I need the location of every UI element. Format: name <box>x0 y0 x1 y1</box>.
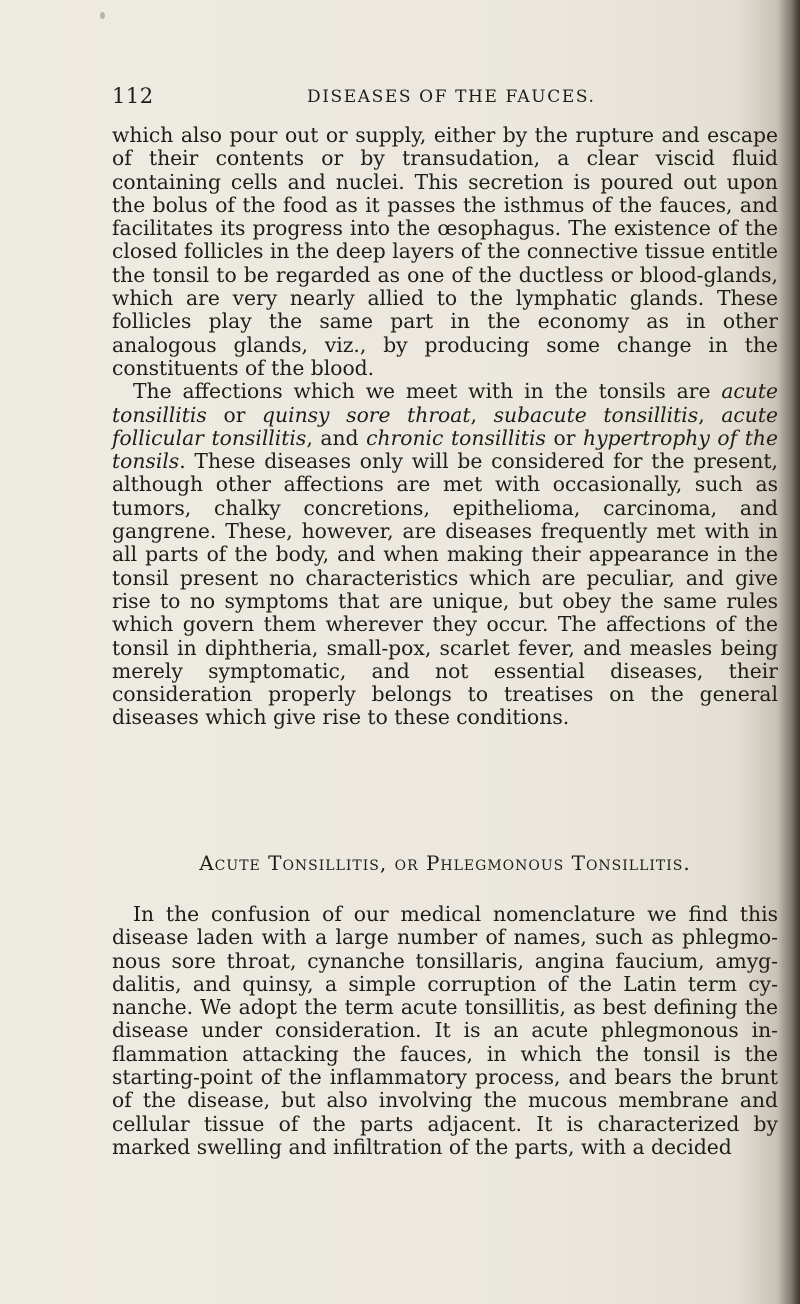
paper-blemish <box>100 12 105 19</box>
page-edge-shadow <box>778 0 800 1304</box>
term-subacute-tonsillitis: subacute tonsillitis <box>493 402 699 427</box>
paragraph-3: In the confusion of our medical nomenclature we find this disease laden with a large number of names, such as phlegmonous sore throat, cynanche tonsillaris, angina faucium, amygdalitis, and quinsy, a simple corruption of the Latin term cynanche. We adopt the term acute tonsillitis, as best defining the disease under consideration. It is an acute phlegmonous inflammation attacking the fauces, in which the tonsil is the starting-point of the inflammatory process, and bears the brunt of the disease, but also involving the mucous membrane and cellular tissue of the parts adjacent. It is characterized by marked swelling and infiltration of the parts, with a decided <box>112 902 778 1159</box>
term-quinsy-sore-throat: quinsy sore throat <box>262 402 471 427</box>
running-title: DISEASES OF THE FAUCES. <box>307 87 596 107</box>
term-acute-tonsillitis: acute tonsillitis <box>112 379 778 427</box>
paragraph-2-text: , <box>698 402 722 427</box>
paragraph-1: which also pour out or supply, either by the rupture and escape of their contents or by transudation, a clear viscid fluid containing cells and nuclei. This secretion is poured out upon the bolus of the food as it passes the isthmus of the fauces, and facilitates its progress into the œsophagus. The existence of the closed follicles in the deep layers of the connective tissue entitle the tonsil to be regarded as one of the ductless or blood-glands, which are very nearly allied to the lymphatic glands. These follicles play the same part in the economy as in other analogous glands, viz., by producing some change in the constituents of the blood. <box>112 123 778 380</box>
paragraph-2 <box>112 380 778 729</box>
paragraph-2-text: The affections which we meet with in the tonsils are <box>133 379 722 404</box>
running-head <box>112 84 778 114</box>
body-text <box>112 124 778 730</box>
term-hypertrophy-of-the-tonsils: hypertrophy of the tonsils <box>112 425 778 474</box>
term-chronic-tonsillitis: chronic tonsillitis <box>366 425 546 450</box>
section-heading: Acute Tonsillitis, or Phlegmonous Tonsillitis. <box>199 851 691 875</box>
term-acute-follicular-tonsillitis: acute follicular tonsillitis <box>112 402 778 450</box>
paragraph-2-text: or <box>206 402 263 427</box>
paragraph-2-text: , <box>470 402 494 427</box>
page-number: 112 <box>112 84 154 108</box>
paragraph-2-text: , and <box>306 425 367 450</box>
paragraph-2-text: or <box>545 425 584 450</box>
section-body-text <box>112 903 778 1159</box>
paragraph-2-text: . These diseases only will be considered for the present, although other affections are met with occasionally, such as tumors, chalky concretions, epithelioma, carcinoma, and gangrene. These, however, are diseases frequently met with in all parts of the body, and when making their appearance in the tonsil present no characteristics which are peculiar, and give rise to no symptoms that are unique, but obey the same rules which govern them wherever they occur. The affections of the tonsil in diphtheria, small-pox, scarlet fever, and measles being merely symptomatic, and not essential diseases, their consideration properly belongs to treatises on the general diseases which give rise to these conditions. <box>112 449 778 730</box>
